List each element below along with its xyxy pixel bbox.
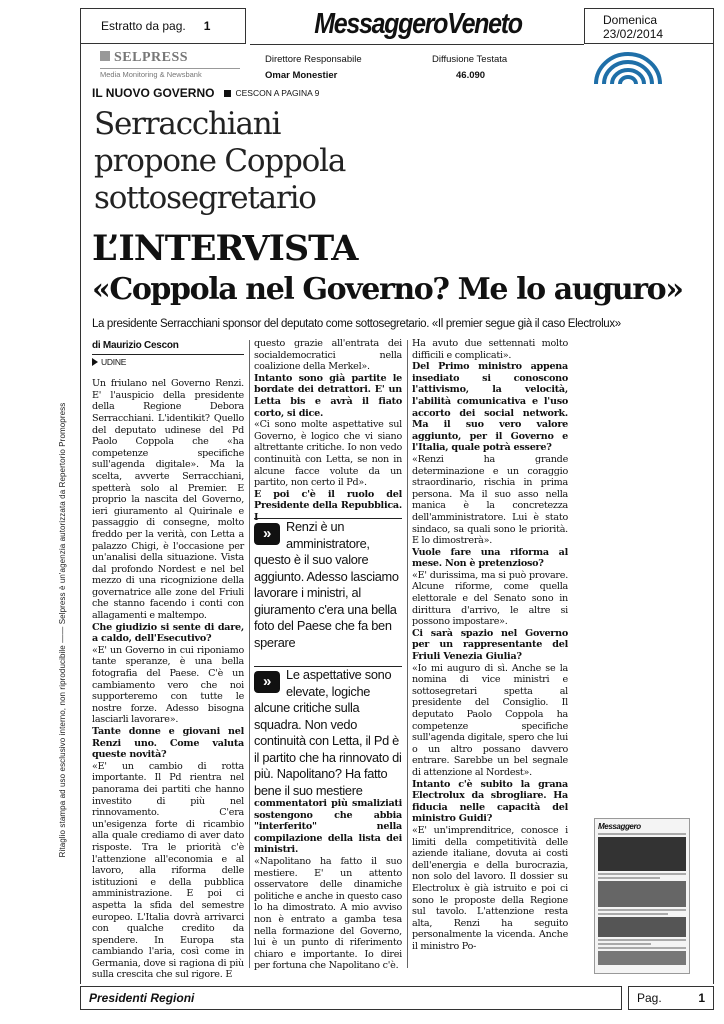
extract-box	[80, 8, 246, 44]
page-number: 1	[698, 991, 705, 1005]
thumbnail-photo	[598, 951, 686, 965]
column-2-body-bottom	[254, 798, 402, 972]
byline: di Maurizio Cescon	[92, 340, 244, 355]
extract-page: 1	[203, 19, 211, 33]
arcs-logo-icon	[592, 48, 664, 88]
interview-question: E poi c'è il ruolo del Presidente della Repubblica. I	[254, 488, 402, 523]
triangle-marker-icon	[92, 358, 98, 366]
extract-label: Estratto da pag.	[101, 19, 186, 33]
date-label: 23/02/2014	[603, 27, 664, 41]
front-headline: Serracchiani propone Coppola sottosegretario	[94, 106, 346, 216]
paragraph: questo grazie all'entrata dei socialdemocratici nella coalizione della Merkel».	[254, 338, 402, 373]
paragraph: «E' un Governo in cui riponiamo tante speranze, è una bella fotografia del Paese. C'è un cambiamento vero che noi supporteremo con tutte le nostre forze. Adesso bisogna lasciarli lavorare».	[92, 644, 244, 726]
interview-question: Intanto c'è subito la grana Electrolux da sbrogliare. Ha fiducia nelle capacità del ministro Guidi?	[412, 778, 568, 825]
director-name: Omar Monestier	[265, 70, 338, 81]
selpress-logo: SELPRESS Media Monitoring & Newsbank	[100, 50, 240, 79]
interview-question: Tante donne e giovani nel Renzi uno. Come valuta queste novità?	[92, 726, 244, 761]
frame-left	[80, 40, 81, 984]
dateline: UDINE	[92, 357, 244, 369]
page-box	[628, 986, 714, 1010]
pull-quote-2: » Le aspettative sono elevate, logiche alcune critiche sulla squadra. Non vedo continuità con Letta, il Pd è il partito che ha rinnovato di più. Napolitano? Ha fatto bene il suo mestiere	[254, 667, 402, 798]
interview-question: Che giudizio si sente di dare, a caldo, dell'Esecutivo?	[92, 621, 244, 645]
paragraph: «Renzi ha grande determinazione e un coraggio straordinario, rischia in prima persona. Ma il suo asso nella manica è la concretezza dell'amministratore. Lui è stato sindaco, sa quali sono le priorità. E lo dimostrerà».	[412, 453, 568, 547]
summary-line: La presidente Serracchiani sponsor del deputato come sottosegretario. «Il premier segue già il caso Electrolux»	[92, 318, 621, 330]
page-reference: CESCON A PAGINA 9	[235, 88, 320, 98]
column-1	[92, 340, 244, 981]
pull-quote-1: » Renzi è un amministratore, questo è il suo valore aggiunto. Adesso lasciamo lavorare i ministri, al giuramento c'era una bella foto del Paese che fa ben sperare	[254, 518, 402, 651]
interview-question: Vuole fare una riforma al mese. Non è pretenzioso?	[412, 546, 568, 570]
column-2-body-top	[254, 338, 402, 524]
paragraph: «Ci sono molte aspettative sul Governo, è logico che vi siano altrettante critiche. Io non vedo continuità con Letta, se non in alcune facce volute da un partito, non certo il Pd».	[254, 419, 402, 489]
interview-question: Ci sarà spazio nel Governo per un rappresentante del Friuli Venezia Giulia?	[412, 627, 568, 663]
thumbnail-masthead: Messaggero	[598, 822, 641, 831]
copyright-stamp: Ritaglio stampa ad uso esclusivo interno, non riproducibile —— Selpress è un'agenzia autorizzata da Repertorio Promopress	[58, 402, 67, 858]
column-3	[412, 338, 568, 952]
interview-question: commentatori più smaliziati sostengono che abbia "interferito" nella compilazione della lista dei ministri.	[254, 798, 402, 856]
column-2	[254, 338, 402, 524]
front-page-thumbnail	[594, 818, 690, 974]
paragraph: Ha avuto due settennati molto difficili e complicati».	[412, 338, 568, 361]
paragraph: «Napolitano ha fatto il suo mestiere. E' un attento osservatore delle dinamiche politiche e anche in questo caso lo ha dimostrato. A mio avviso non è entrato a gamba tesa nella formazione del Governo, lui è un punto di riferimento chiaro e importante. Io direi per fortuna che Napolitano c'è.	[254, 855, 402, 972]
square-bullet-icon	[224, 90, 231, 97]
interview-question: Intanto sono già partite le bordate dei detrattori. E' un Letta bis e avrà il fiato corto, si dice.	[254, 372, 402, 419]
page-label: Pag.	[637, 991, 662, 1005]
paragraph: «E' durissima, ma si può provare. Alcune riforme, come quella elettorale e del Senato sono in dirittura d'arrivo, le altre si possono impostare».	[412, 569, 568, 628]
clipping-header	[80, 8, 714, 90]
main-headline: «Coppola nel Governo? Me lo auguro»	[92, 272, 683, 307]
column-1-body	[92, 378, 244, 981]
interview-label: L’INTERVISTA	[92, 228, 358, 269]
paragraph: «E' un'imprenditrice, conosce i limiti della competitività delle aziende italiane, dovuta ai costi dell'energia e della burocrazia, non solo del lavoro. Il dossier su Electrolux è già istruito e poi ci sono le proposte della Regione sul tavolo. L'attenzione resta alta, Renzi ha seguito personalmente la vicenda. Anche il ministro Po-	[412, 824, 568, 952]
frame-right	[713, 40, 714, 984]
section-kicker: IL NUOVO GOVERNO CESCON A PAGINA 9	[92, 86, 320, 100]
thumbnail-photo	[598, 837, 686, 871]
selpress-square-icon	[100, 51, 110, 61]
paragraph: «Io mi auguro di sì. Anche se la nomina di vice ministri e sottosegretari spetta al presidente del Consiglio. Il deputato Paolo Coppola ha competenze specifiche sull'agenda digitale, spero che lui o un altro possano davvero entrare. Sarebbe un bel segnale di attenzione al Nordest».	[412, 662, 568, 778]
column-3-body	[412, 338, 568, 952]
column-divider	[249, 340, 250, 968]
director-label: Direttore Responsabile	[265, 54, 362, 65]
circulation-label: Diffusione Testata	[432, 54, 508, 65]
circulation-info	[432, 52, 507, 84]
thumbnail-photo	[598, 917, 686, 937]
newspaper-masthead: MessaggeroVeneto	[314, 7, 522, 41]
interview-question: Del Primo ministro appena insediato si conoscono l'attivismo, la velocità, l'abilità comunicativa e l'uso accorto dei social network. Ma il suo vero valore aggiunto, per il Governo e l'Italia, quale potrà essere?	[412, 361, 568, 454]
paragraph: «E' un cambio di rotta importante. Il Pd rientra nel panorama dei partiti che hanno investito di più nel rinnovamento. C'era un'esigenza forte di ricambio alla quale crediamo di aver dato risposte. Tra le priorità c'è l'attenzione all'economia e al lavoro, alla riforma delle istituzioni e della pubblica amministrazione. E poi ci aspetta la sfida del semestre europeo. L'Italia dovrà arrivarci con qualche credito da spendere. In Europa sta cambiando l'aria, così come in Germania, dove si ragiona di più sulla crescita che sul rigore. E	[92, 760, 244, 981]
paragraph: Un friulano nel Governo Renzi. E' l'auspicio della presidente della Regione Debora Serracchiani. L'identikit? Quello del deputato udinese del Pd Paolo Coppola che «ha competenze specifiche sull'agenda digitale». Ma la scelta, avverte Serracchiani, spetterà solo al Premier. E proprio la nascita del Governo, ieri giuramento al Quirinale e passaggio di consegne, molto freddo per la verità, con Letta a palazzo Chigi, è l'occasione per un'analisi della situazione. Vista dal profondo Nordest e nel bel mezzo di una ricognizione della governatrice alle zone del Friuli che stanno facendo i conti con allagamenti e maltempo.	[92, 378, 244, 622]
double-chevron-icon: »	[254, 671, 280, 693]
date-box	[584, 8, 714, 44]
masthead-rule	[250, 44, 584, 45]
column-divider	[407, 340, 408, 968]
director-info	[265, 52, 362, 84]
column-2-lower	[254, 798, 402, 972]
double-chevron-icon: »	[254, 523, 280, 545]
thumbnail-photo	[598, 881, 686, 907]
day-label: Domenica	[603, 13, 658, 27]
circulation-value: 46.090	[456, 70, 486, 81]
clipping-footer	[80, 986, 714, 1010]
section-name: Presidenti Regioni	[80, 986, 622, 1010]
